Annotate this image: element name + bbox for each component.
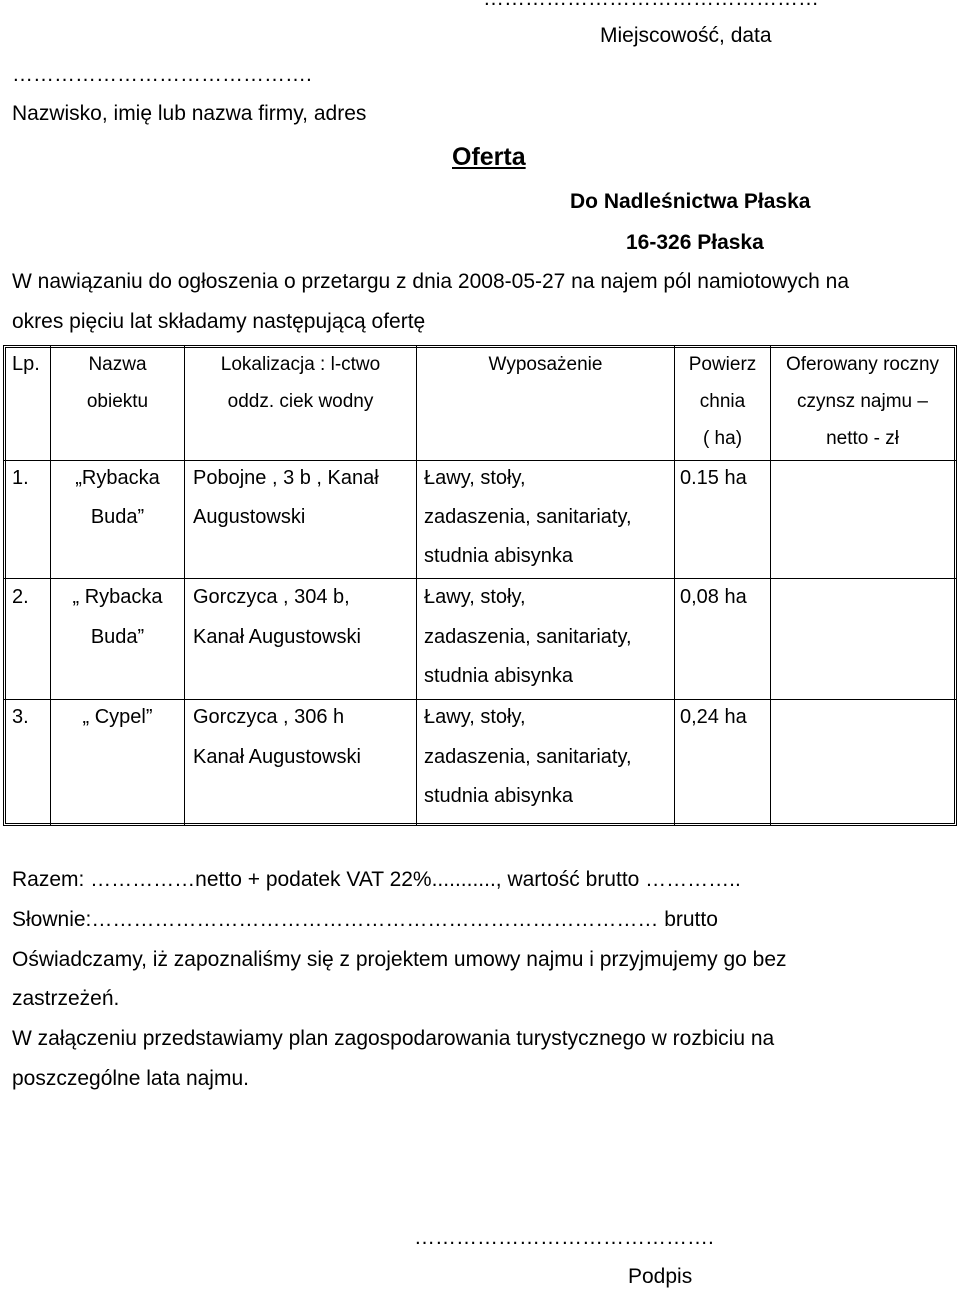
table-cell-equipment: studnia abisynka xyxy=(424,665,573,687)
table-cell-equipment: Ławy, stoły, xyxy=(424,586,526,608)
addressee-line-2: 16-326 Płaska xyxy=(626,231,764,254)
table-cell-equipment: zadaszenia, sanitariaty, xyxy=(424,746,632,768)
table-cell-name: „Rybacka xyxy=(75,467,160,489)
col-divider xyxy=(416,345,417,826)
table-cell-equipment: zadaszenia, sanitariaty, xyxy=(424,626,632,648)
signature-label: Podpis xyxy=(628,1265,693,1288)
table-cell-lp: 3. xyxy=(12,706,29,728)
header-lp: Lp. xyxy=(12,353,40,375)
document-title: Oferta xyxy=(452,143,526,171)
place-date-dots xyxy=(483,0,819,9)
table-cell-area: 0.15 ha xyxy=(680,467,747,489)
header-area-2: chnia xyxy=(699,391,746,412)
header-area-3: ( ha) xyxy=(702,428,743,449)
table-cell-area: 0,08 ha xyxy=(680,586,747,608)
table-cell-equipment: zadaszenia, sanitariaty, xyxy=(424,506,632,528)
attachment-line-1: W załączeniu przedstawiamy plan zagospodarowania turystycznego w rozbiciu na xyxy=(12,1027,775,1050)
addressee-line-1: Do Nadleśnictwa Płaska xyxy=(570,190,811,213)
table-cell-location: Kanał Augustowski xyxy=(193,746,361,768)
table-cell-lp: 2. xyxy=(12,586,29,608)
header-location-1: Lokalizacja : l-ctwo xyxy=(220,354,381,375)
intro-line-2: okres pięciu lat składamy następującą ofertę xyxy=(12,310,426,333)
header-location-2: oddz. ciek wodny xyxy=(227,391,374,412)
signature-dots: ……………………………………. xyxy=(414,1226,714,1249)
header-name-1: Nazwa xyxy=(88,354,147,375)
table-cell-location: Augustowski xyxy=(193,506,306,528)
name-label: Nazwisko, imię lub nazwa firmy, adres xyxy=(12,102,367,125)
table-cell-location: Gorczyca , 306 h xyxy=(193,706,345,728)
table-cell-equipment: Ławy, stoły, xyxy=(424,467,526,489)
table-cell-lp: 1. xyxy=(12,467,29,489)
header-name-2: obiektu xyxy=(86,391,149,412)
table-cell-equipment: Ławy, stoły, xyxy=(424,706,526,728)
header-equipment: Wyposażenie xyxy=(488,354,603,375)
statement-line-1: Oświadczamy, iż zapoznaliśmy się z projektem umowy najmu i przyjmujemy go bez xyxy=(12,948,787,971)
header-rent-1: Oferowany roczny xyxy=(785,354,940,375)
table-cell-location: Kanał Augustowski xyxy=(193,626,361,648)
table-cell-equipment: studnia abisynka xyxy=(424,785,573,807)
header-area-1: Powierz xyxy=(688,354,757,375)
name-dots: ……………………………………. xyxy=(12,63,312,86)
table-cell-area: 0,24 ha xyxy=(680,706,747,728)
attachment-line-2: poszczególne lata najmu. xyxy=(12,1067,249,1090)
table-cell-name: Buda” xyxy=(90,506,145,528)
header-rent-2: czynsz najmu – xyxy=(797,391,928,412)
table-cell-name: „ Rybacka xyxy=(72,586,163,608)
table-cell-name: Buda” xyxy=(90,626,145,648)
table-cell-location: Gorczyca , 304 b, xyxy=(193,586,350,608)
intro-line-1: W nawiązaniu do ogłoszenia o przetargu z dnia 2008-05-27 na najem pól namiotowych na xyxy=(12,270,850,293)
total-line: Razem: ……………netto + podatek VAT 22%..........., wartość brutto ………….. xyxy=(12,868,741,891)
words-line: Słownie:……………………………………………………………………… brutto xyxy=(12,908,718,931)
header-rent-3: netto - zł xyxy=(826,428,899,449)
statement-line-2: zastrzeżeń. xyxy=(12,987,120,1010)
table-cell-equipment: studnia abisynka xyxy=(424,545,573,567)
table-cell-name: „ Cypel” xyxy=(82,706,153,728)
table-cell-location: Pobojne , 3 b , Kanał xyxy=(193,467,379,489)
place-date-label: Miejscowość, data xyxy=(600,24,772,47)
